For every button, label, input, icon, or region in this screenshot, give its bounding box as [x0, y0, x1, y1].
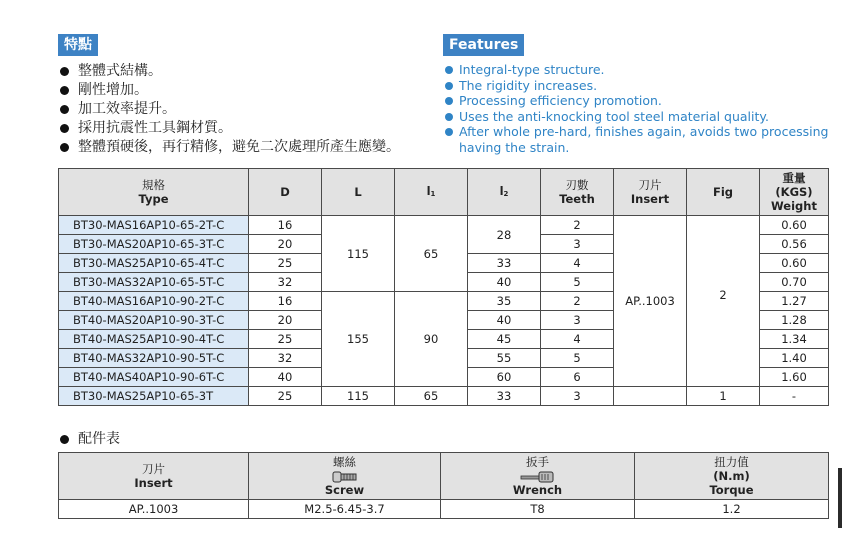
type-cell: BT30-MAS25AP10-65-4T-C — [59, 254, 249, 273]
edge-strip — [838, 468, 842, 528]
bullet-icon — [60, 124, 69, 133]
bullet-icon — [60, 86, 69, 95]
feature-zh-item: 剛性增加。 — [58, 81, 400, 100]
teeth-cell: 3 — [541, 235, 614, 254]
d-cell: 25 — [249, 254, 322, 273]
teeth-cell: 5 — [541, 349, 614, 368]
type-cell: BT40-MAS25AP10-90-4T-C — [59, 330, 249, 349]
l2-cell: 45 — [468, 330, 541, 349]
weight-cell: 1.40 — [760, 349, 829, 368]
acc-screw-cell: M2.5-6.45-3.7 — [249, 500, 441, 519]
acc-col-insert: 刀片 Insert — [59, 453, 249, 500]
d-cell: 32 — [249, 273, 322, 292]
d-cell: 16 — [249, 216, 322, 235]
type-cell: BT30-MAS25AP10-65-3T — [59, 387, 249, 406]
col-l1: l1 — [395, 169, 468, 216]
acc-insert-cell: AP..1003 — [59, 500, 249, 519]
l1-cell: 65 — [395, 216, 468, 292]
col-weight: 重量 (KGS) Weight — [760, 169, 829, 216]
bullet-icon — [445, 113, 453, 121]
type-cell: BT30-MAS16AP10-65-2T-C — [59, 216, 249, 235]
col-l: L — [322, 169, 395, 216]
l2-cell: 28 — [468, 216, 541, 254]
l-cell: 155 — [322, 292, 395, 387]
l-cell: 115 — [322, 387, 395, 406]
teeth-cell: 2 — [541, 216, 614, 235]
insert-cell — [614, 387, 687, 406]
teeth-cell: 5 — [541, 273, 614, 292]
l1-cell: 90 — [395, 292, 468, 387]
acc-header-row — [59, 453, 829, 500]
fig-cell: 2 — [687, 216, 760, 387]
wrench-icon — [520, 471, 556, 483]
l2-cell: 33 — [468, 387, 541, 406]
d-cell: 32 — [249, 349, 322, 368]
bullet-icon — [445, 66, 453, 74]
l2-cell: 35 — [468, 292, 541, 311]
l2-cell: 60 — [468, 368, 541, 387]
type-cell: BT30-MAS20AP10-65-3T-C — [59, 235, 249, 254]
teeth-cell: 6 — [541, 368, 614, 387]
bullet-icon — [60, 143, 69, 152]
teeth-cell: 2 — [541, 292, 614, 311]
type-cell: BT40-MAS32AP10-90-5T-C — [59, 349, 249, 368]
teeth-cell: 4 — [541, 254, 614, 273]
col-insert: 刀片 Insert — [614, 169, 687, 216]
col-l2: l2 — [468, 169, 541, 216]
feature-zh-item: 整體式結構。 — [58, 62, 400, 81]
d-cell: 40 — [249, 368, 322, 387]
col-type: 規格 Type — [59, 169, 249, 216]
teeth-cell: 3 — [541, 387, 614, 406]
type-cell: BT30-MAS32AP10-65-5T-C — [59, 273, 249, 292]
l2-cell: 40 — [468, 273, 541, 292]
d-cell: 20 — [249, 311, 322, 330]
table-row — [59, 387, 829, 406]
feature-en-item: Processing efficiency promotion. — [443, 93, 843, 109]
acc-col-screw: 螺絲 Screw — [249, 453, 441, 500]
weight-cell: 0.56 — [760, 235, 829, 254]
acc-col-wrench: 扳手 Wrench — [441, 453, 635, 500]
table-row — [59, 500, 829, 519]
d-cell: 25 — [249, 330, 322, 349]
col-d: D — [249, 169, 322, 216]
accessories-table — [58, 452, 829, 519]
weight-cell: 1.28 — [760, 311, 829, 330]
feature-en-item: After whole pre-hard, finishes again, avoids two processing having the strain. — [443, 124, 843, 155]
weight-cell: - — [760, 387, 829, 406]
table-row — [59, 216, 829, 235]
insert-cell: AP..1003 — [614, 216, 687, 387]
acc-wrench-cell: T8 — [441, 500, 635, 519]
l2-cell: 40 — [468, 311, 541, 330]
d-cell: 20 — [249, 235, 322, 254]
spec-header-row — [59, 169, 829, 216]
feature-zh-item: 整體預硬後，再行精修，避免二次處理所產生應變。 — [58, 138, 400, 157]
weight-cell: 1.60 — [760, 368, 829, 387]
d-cell: 16 — [249, 292, 322, 311]
spec-table — [58, 168, 829, 406]
col-teeth: 刃數 Teeth — [541, 169, 614, 216]
feature-en-item: Uses the anti-knocking tool steel material quality. — [443, 109, 843, 125]
l1-cell: 65 — [395, 387, 468, 406]
features-en-title: Features — [443, 34, 524, 56]
fig-cell: 1 — [687, 387, 760, 406]
weight-cell: 1.34 — [760, 330, 829, 349]
features-zh-list — [58, 62, 400, 157]
bullet-icon — [60, 435, 69, 444]
teeth-cell: 3 — [541, 311, 614, 330]
feature-zh-item: 採用抗震性工具鋼材質。 — [58, 119, 400, 138]
bullet-icon — [445, 97, 453, 105]
weight-cell: 1.27 — [760, 292, 829, 311]
type-cell: BT40-MAS16AP10-90-2T-C — [59, 292, 249, 311]
feature-zh-item: 加工效率提升。 — [58, 100, 400, 119]
bullet-icon — [445, 128, 453, 136]
feature-en-item: The rigidity increases. — [443, 78, 843, 94]
weight-cell: 0.60 — [760, 216, 829, 235]
acc-col-torque: 扭力值 (N.m) Torque — [635, 453, 829, 500]
features-en-list — [443, 62, 843, 155]
type-cell: BT40-MAS40AP10-90-6T-C — [59, 368, 249, 387]
feature-en-item: Integral-type structure. — [443, 62, 843, 78]
col-fig: Fig — [687, 169, 760, 216]
acc-torque-cell: 1.2 — [635, 500, 829, 519]
l-cell: 115 — [322, 216, 395, 292]
screw-icon — [332, 471, 358, 483]
accessories-title: 配件表 — [58, 430, 120, 449]
l2-cell: 33 — [468, 254, 541, 273]
d-cell: 25 — [249, 387, 322, 406]
weight-cell: 0.70 — [760, 273, 829, 292]
l2-cell: 55 — [468, 349, 541, 368]
bullet-icon — [60, 67, 69, 76]
features-zh-title: 特點 — [58, 34, 98, 56]
weight-cell: 0.60 — [760, 254, 829, 273]
bullet-icon — [60, 105, 69, 114]
type-cell: BT40-MAS20AP10-90-3T-C — [59, 311, 249, 330]
teeth-cell: 4 — [541, 330, 614, 349]
bullet-icon — [445, 82, 453, 90]
